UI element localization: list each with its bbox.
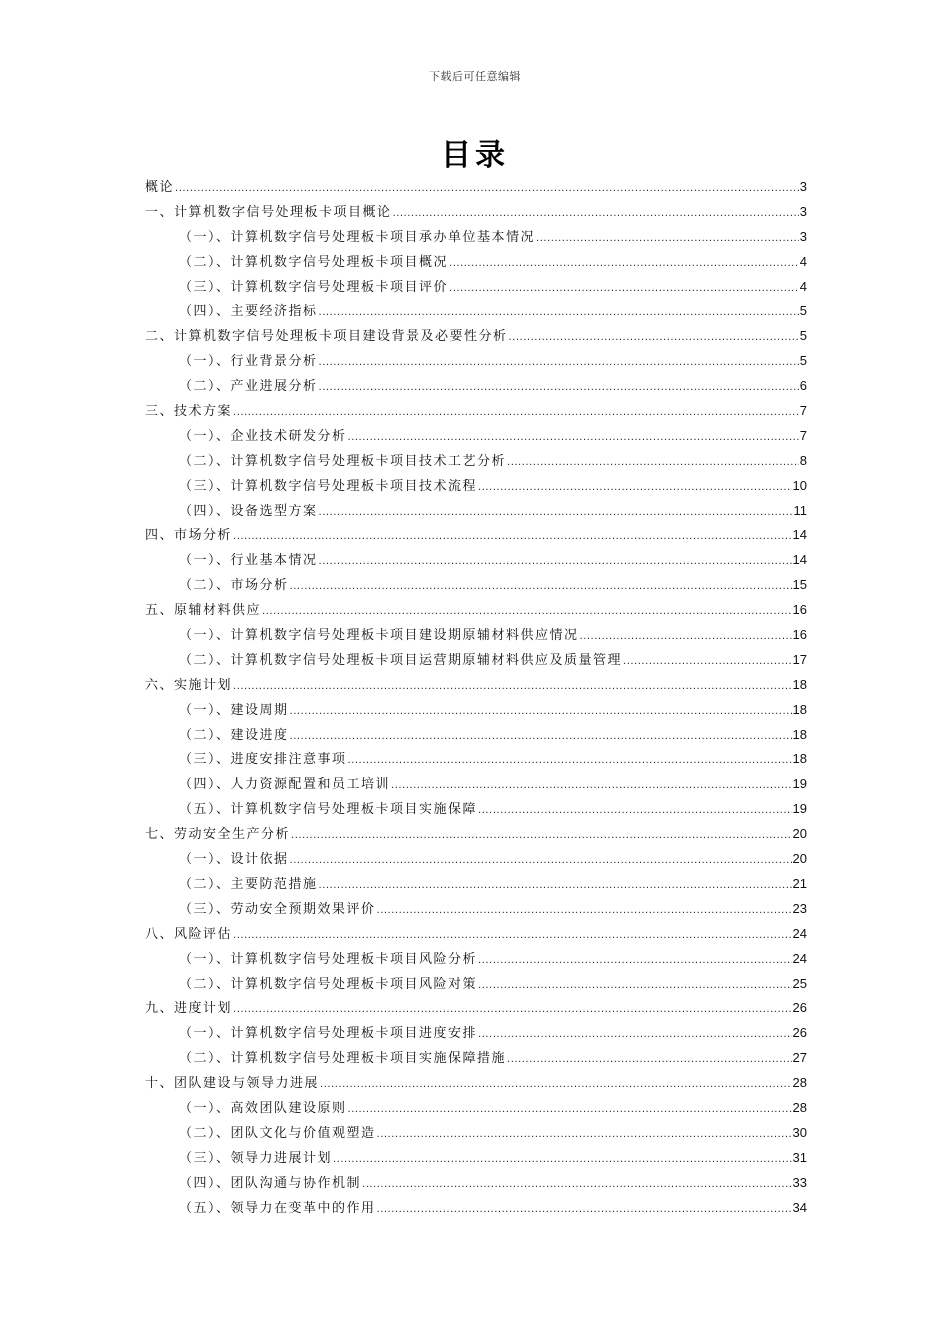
toc-dot-leader bbox=[233, 407, 799, 418]
toc-entry-page: 3 bbox=[799, 179, 807, 194]
toc-entry[interactable] bbox=[145, 798, 807, 823]
toc-dot-leader bbox=[393, 208, 799, 219]
toc-dot-leader bbox=[175, 183, 799, 194]
toc-dot-leader bbox=[509, 332, 799, 343]
toc-entry-page: 5 bbox=[799, 303, 807, 319]
toc-dot-leader bbox=[507, 457, 799, 468]
toc-title: 目录 bbox=[441, 138, 509, 173]
toc-entry-page: 28 bbox=[792, 1099, 807, 1115]
toc-dot-leader bbox=[233, 1004, 792, 1015]
header-note: 下载后可任意编辑 bbox=[429, 70, 521, 83]
toc-dot-leader bbox=[478, 955, 792, 966]
toc-entry[interactable] bbox=[145, 973, 807, 998]
toc-entry-page: 26 bbox=[792, 1025, 807, 1041]
toc-entry-page: 18 bbox=[792, 676, 807, 692]
toc-entry-label: （三）、计算机数字信号处理板卡项目技术流程 bbox=[179, 478, 478, 494]
toc-entry-label: 概论 bbox=[145, 180, 175, 195]
toc-entry[interactable] bbox=[145, 1122, 807, 1147]
toc-dot-leader bbox=[348, 432, 799, 443]
toc-entry-label: 九、进度计划 bbox=[145, 1001, 233, 1017]
toc-entry[interactable] bbox=[145, 176, 807, 201]
toc-entry[interactable] bbox=[145, 201, 807, 226]
toc-entry[interactable] bbox=[145, 873, 807, 898]
toc-entry[interactable] bbox=[145, 848, 807, 873]
toc-dot-leader bbox=[291, 830, 792, 841]
toc-entry-page: 8 bbox=[799, 452, 807, 468]
toc-dot-leader bbox=[362, 1179, 792, 1190]
toc-dot-leader bbox=[377, 905, 792, 916]
toc-dot-leader bbox=[233, 930, 792, 941]
toc-dot-leader bbox=[478, 980, 792, 991]
toc-entry-page: 34 bbox=[792, 1199, 807, 1215]
toc-entry-page: 25 bbox=[792, 975, 807, 991]
toc-entry-label: （二）、产业进展分析 bbox=[179, 379, 318, 395]
toc-entry-page: 3 bbox=[799, 228, 807, 244]
toc-entry[interactable] bbox=[145, 898, 807, 923]
toc-dot-leader bbox=[449, 258, 799, 269]
toc-dot-leader bbox=[478, 805, 792, 816]
toc-entry[interactable] bbox=[145, 375, 807, 400]
toc-entry[interactable] bbox=[145, 699, 807, 724]
toc-entry-label: （五）、计算机数字信号处理板卡项目实施保障 bbox=[179, 802, 478, 818]
toc-dot-leader bbox=[290, 706, 792, 717]
toc-entry[interactable] bbox=[145, 1172, 807, 1197]
toc-entry-label: 七、劳动安全生产分析 bbox=[145, 827, 291, 843]
toc-dot-leader bbox=[233, 531, 792, 542]
toc-dot-leader bbox=[319, 507, 793, 518]
toc-entry[interactable] bbox=[145, 251, 807, 276]
toc-entry-page: 28 bbox=[792, 1075, 807, 1091]
toc-entry-label: （二）、计算机数字信号处理板卡项目运营期原辅材料供应及质量管理 bbox=[179, 652, 623, 668]
toc-entry-label: （二）、计算机数字信号处理板卡项目风险对策 bbox=[179, 976, 478, 992]
toc-entry[interactable] bbox=[145, 1147, 807, 1172]
toc-entry-page: 6 bbox=[799, 378, 807, 394]
toc-entry-label: 十、团队建设与领导力进展 bbox=[145, 1076, 320, 1092]
toc-entry[interactable] bbox=[145, 773, 807, 798]
toc-entry-label: （二）、主要防范措施 bbox=[179, 876, 318, 892]
toc-entry-label: （一）、行业背景分析 bbox=[179, 354, 318, 370]
toc-entry-label: （二）、市场分析 bbox=[179, 578, 289, 594]
toc-entry[interactable] bbox=[145, 400, 807, 425]
toc-dot-leader bbox=[233, 681, 792, 692]
toc-entry[interactable] bbox=[145, 425, 807, 450]
toc-entry-page: 5 bbox=[799, 328, 807, 344]
toc-entry-label: （一）、计算机数字信号处理板卡项目进度安排 bbox=[179, 1026, 478, 1042]
toc-entry-label: （一）、企业技术研发分析 bbox=[179, 428, 347, 444]
toc-dot-leader bbox=[319, 880, 792, 891]
toc-entry-label: （二）、团队文化与价值观塑造 bbox=[179, 1125, 376, 1141]
toc-entry-page: 18 bbox=[792, 726, 807, 742]
toc-entry-page: 30 bbox=[792, 1124, 807, 1140]
toc-entry-page: 19 bbox=[792, 801, 807, 817]
toc-entry-label: （一）、高效团队建设原则 bbox=[179, 1100, 347, 1116]
toc-entry[interactable] bbox=[145, 300, 807, 325]
toc-entry-label: 五、原辅材料供应 bbox=[145, 603, 262, 619]
toc-dot-leader bbox=[319, 307, 799, 318]
toc-entry-page: 18 bbox=[792, 701, 807, 717]
toc-entry-label: （三）、进度安排注意事项 bbox=[179, 752, 347, 768]
toc-entry[interactable] bbox=[145, 823, 807, 848]
toc-entry-label: 二、计算机数字信号处理板卡项目建设背景及必要性分析 bbox=[145, 329, 508, 345]
toc-entry-page: 7 bbox=[799, 427, 807, 443]
toc-entry-page: 23 bbox=[792, 900, 807, 916]
toc-entry-label: （四）、主要经济指标 bbox=[179, 304, 318, 320]
toc-entry-page: 3 bbox=[799, 203, 807, 219]
toc-entry-label: （三）、领导力进展计划 bbox=[179, 1150, 333, 1166]
toc-entry[interactable] bbox=[145, 475, 807, 500]
toc-entry-page: 19 bbox=[792, 776, 807, 792]
toc-entry[interactable] bbox=[145, 276, 807, 301]
toc-dot-leader bbox=[319, 357, 799, 368]
toc-entry-label: （二）、建设进度 bbox=[179, 727, 289, 743]
toc-entry[interactable] bbox=[145, 524, 807, 549]
toc-entry-page: 20 bbox=[792, 826, 807, 842]
toc-dot-leader bbox=[348, 755, 792, 766]
toc-entry-page: 4 bbox=[799, 278, 807, 294]
toc-dot-leader bbox=[319, 382, 799, 393]
toc-dot-leader bbox=[348, 1104, 792, 1115]
toc-entry-page: 5 bbox=[799, 353, 807, 369]
toc-entry[interactable] bbox=[145, 724, 807, 749]
toc-entry-label: （四）、人力资源配置和员工培训 bbox=[179, 777, 391, 793]
toc-entry-page: 14 bbox=[792, 552, 807, 568]
toc-entry-label: （四）、设备选型方案 bbox=[179, 503, 318, 519]
toc-entry-label: （五）、领导力在变革中的作用 bbox=[179, 1200, 376, 1216]
toc-entry-label: （三）、计算机数字信号处理板卡项目评价 bbox=[179, 279, 449, 295]
toc-dot-leader bbox=[377, 1204, 792, 1215]
toc-dot-leader bbox=[262, 606, 792, 617]
toc-dot-leader bbox=[391, 780, 792, 791]
toc-entry-label: 一、计算机数字信号处理板卡项目概论 bbox=[145, 204, 392, 220]
toc-dot-leader bbox=[507, 1054, 792, 1065]
toc-dot-leader bbox=[536, 233, 799, 244]
toc-dot-leader bbox=[333, 1154, 792, 1165]
toc-entry[interactable] bbox=[145, 748, 807, 773]
toc-entry-page: 31 bbox=[792, 1149, 807, 1165]
toc-entry[interactable] bbox=[145, 599, 807, 624]
toc-entry-page: 16 bbox=[792, 602, 807, 618]
toc-entry[interactable] bbox=[145, 649, 807, 674]
toc-entry[interactable] bbox=[145, 1197, 807, 1222]
toc-entry[interactable] bbox=[145, 948, 807, 973]
toc-dot-leader bbox=[449, 283, 799, 294]
toc-dot-leader bbox=[623, 656, 792, 667]
toc-dot-leader bbox=[377, 1129, 792, 1140]
toc-entry-label: （二）、计算机数字信号处理板卡项目概况 bbox=[179, 254, 449, 270]
toc-entry-label: （一）、行业基本情况 bbox=[179, 553, 318, 569]
toc-entry-page: 7 bbox=[799, 403, 807, 419]
toc-dot-leader bbox=[320, 1079, 792, 1090]
toc-entry-page: 26 bbox=[792, 1000, 807, 1016]
toc-entry-label: 三、技术方案 bbox=[145, 404, 233, 420]
toc-entry-page: 16 bbox=[792, 627, 807, 643]
toc-dot-leader bbox=[319, 556, 792, 567]
toc-entry-page: 27 bbox=[792, 1050, 807, 1066]
toc-entry-label: （一）、计算机数字信号处理板卡项目风险分析 bbox=[179, 951, 478, 967]
toc-entry-label: 八、风险评估 bbox=[145, 926, 233, 942]
toc-entry-page: 17 bbox=[792, 651, 807, 667]
toc-entry-page: 10 bbox=[792, 477, 807, 493]
toc-entry-page: 11 bbox=[793, 502, 807, 518]
toc-entry[interactable] bbox=[145, 624, 807, 649]
toc-entry[interactable] bbox=[145, 450, 807, 475]
toc-entry-label: （二）、计算机数字信号处理板卡项目技术工艺分析 bbox=[179, 453, 507, 469]
toc-entry-label: （一）、计算机数字信号处理板卡项目建设期原辅材料供应情况 bbox=[179, 628, 579, 644]
table-of-contents bbox=[145, 176, 807, 1221]
toc-entry-page: 15 bbox=[792, 577, 807, 593]
toc-entry-page: 4 bbox=[799, 253, 807, 269]
toc-dot-leader bbox=[290, 855, 792, 866]
toc-entry[interactable] bbox=[145, 350, 807, 375]
toc-entry-label: （二）、计算机数字信号处理板卡项目实施保障措施 bbox=[179, 1051, 507, 1067]
toc-entry-page: 24 bbox=[792, 950, 807, 966]
toc-dot-leader bbox=[478, 1029, 792, 1040]
toc-entry-page: 20 bbox=[792, 851, 807, 867]
toc-entry[interactable] bbox=[145, 574, 807, 599]
toc-dot-leader bbox=[478, 482, 792, 493]
toc-entry-page: 18 bbox=[792, 751, 807, 767]
toc-entry[interactable] bbox=[145, 500, 807, 525]
toc-entry[interactable] bbox=[145, 1022, 807, 1047]
toc-entry-label: （一）、建设周期 bbox=[179, 702, 289, 718]
toc-entry-label: （三）、劳动安全预期效果评价 bbox=[179, 901, 376, 917]
toc-entry[interactable] bbox=[145, 674, 807, 699]
toc-entry-label: （四）、团队沟通与协作机制 bbox=[179, 1175, 362, 1191]
toc-entry-label: （一）、设计依据 bbox=[179, 852, 289, 868]
toc-entry-label: （一）、计算机数字信号处理板卡项目承办单位基本情况 bbox=[179, 229, 536, 245]
toc-entry[interactable] bbox=[145, 226, 807, 251]
toc-dot-leader bbox=[290, 731, 792, 742]
toc-entry-label: 四、市场分析 bbox=[145, 528, 233, 544]
toc-entry[interactable] bbox=[145, 997, 807, 1022]
toc-entry-label: 六、实施计划 bbox=[145, 677, 233, 693]
toc-entry[interactable] bbox=[145, 1047, 807, 1072]
toc-entry-page: 21 bbox=[792, 875, 807, 891]
toc-entry[interactable] bbox=[145, 325, 807, 350]
toc-entry-page: 24 bbox=[792, 925, 807, 941]
toc-entry[interactable] bbox=[145, 549, 807, 574]
toc-entry[interactable] bbox=[145, 1072, 807, 1097]
toc-entry[interactable] bbox=[145, 923, 807, 948]
toc-entry-page: 33 bbox=[792, 1174, 807, 1190]
toc-dot-leader bbox=[580, 631, 792, 642]
toc-dot-leader bbox=[290, 581, 792, 592]
toc-entry-page: 14 bbox=[792, 527, 807, 543]
toc-entry[interactable] bbox=[145, 1097, 807, 1122]
